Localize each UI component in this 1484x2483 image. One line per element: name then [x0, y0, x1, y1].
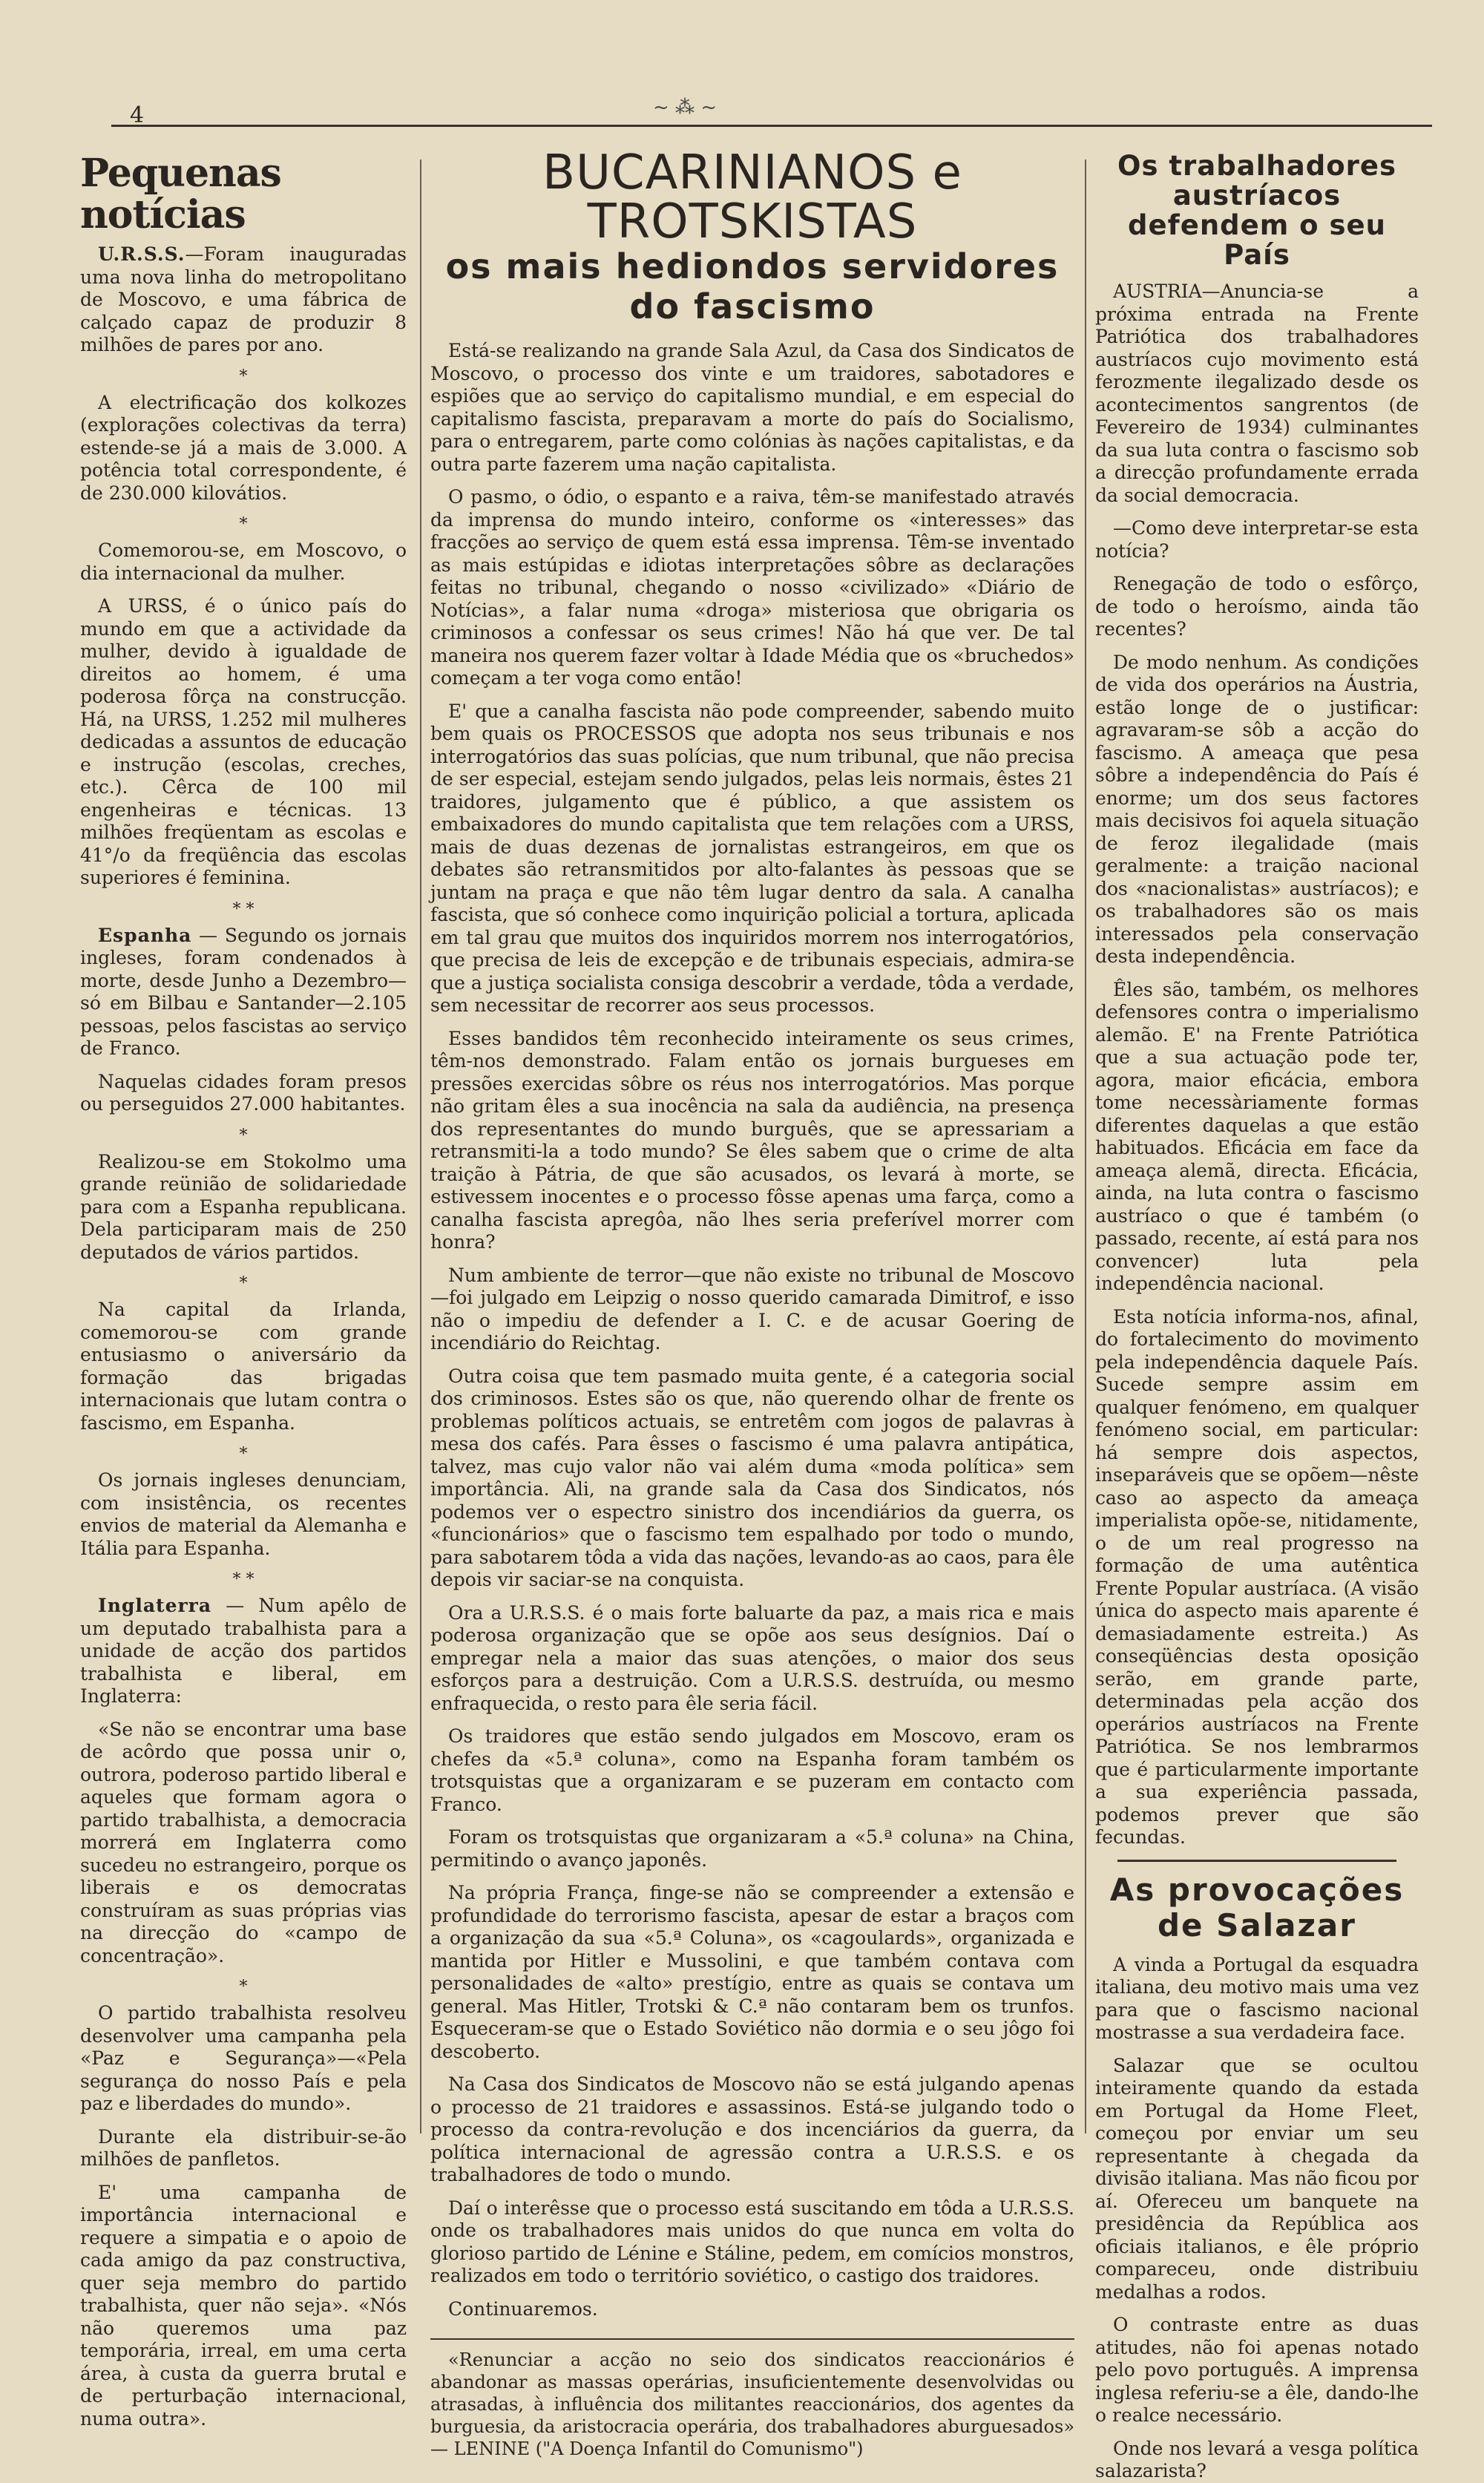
asterism-separator: *	[239, 1978, 248, 1996]
left-news-paragraph	[80, 2002, 407, 2116]
left-column-body	[80, 243, 407, 2430]
news-text: — Segundo os jornais ingleses, foram condenados à morte, desde Junho a Dezembro—só em Bilbau e Santander—2.105 pessoas, pelos fascistas ao serviço de Franco.	[80, 924, 407, 1059]
left-column	[80, 148, 407, 2430]
left-news-paragraph	[80, 595, 407, 890]
middle-headline: BUCARINIANOS e TROTSKISTAS	[542, 145, 962, 249]
austria-article-paragraph: Esta notícia informa-nos, afinal, do fortalecimento do movimento pela independência daquele País. Sucede sempre assim em qualquer fenómeno, em qualquer fenómeno social, em particular: há sempre dois aspectos, inseparáveis que se opõem—nêste caso ao aspecto da ameaça imperialista opõe-se, nitidamente, o de um real progresso na formação de uma autêntica Frente Popular austríaca. (A visão única do aspecto mais aparente é demasiadamente estreita.) As conseqüências desta oposição serão, em grande parte, determinadas pela acção dos operários austríacos na Frente Patriótica. Se nos lembrarmos que é particularmente importante a sua experiência passada, podemos prever que são fecundas.	[1095, 1305, 1419, 1848]
news-text: Na capital da Irlanda, comemorou-se com grande entusiasmo o aniversário da formação das brigadas internacionais que lutam contra o fascismo, em Espanha.	[80, 1299, 407, 1434]
asterism-separator: *	[239, 515, 248, 534]
middle-article-paragraph: Outra coisa que tem pasmado muita gente, é a categoria social dos criminosos. Estes são os que, não querendo olhar de frente os problemas políticos actuais, se entretêm com jogos de palavras à mesa dos cafés. Para êsses o fascismo é uma palavra antipática, talvez, mas cujo valor não vai além duma «moda política» sem importância. Ali, na grande sala da Casa dos Sindicatos, nós podemos ver o espectro sinistro dos incendiários da guerra, os «funcionários» que o fascismo tem espalhado por todo o mundo, para sabotarem tôda a vida das nações, levando-as ao caos, para êle depois vir saciar-se na conquista.	[430, 1365, 1074, 1590]
news-text: O partido trabalhista resolveu desenvolver uma campanha pela «Paz e Segurança»—«Pela segurança do nosso País e pela paz e liberdades do mundo».	[80, 2002, 407, 2114]
left-news-paragraph	[80, 925, 407, 1060]
left-news-paragraph	[80, 1299, 407, 1434]
news-text: Naquelas cidades foram presos ou perseguidos 27.000 habitantes.	[80, 1070, 407, 1115]
middle-article-paragraph: Os traidores que estão sendo julgados em Moscovo, eram os chefes da «5.ª coluna», como na Espanha foram também os trotsquistas que a organizaram e se puzeram em contacto com Franco.	[430, 1725, 1074, 1815]
middle-article-paragraph: Está-se realizando na grande Sala Azul, da Casa dos Sindicatos de Moscovo, o processo dos vinte e um traidores, sabotadores e espiões que ao serviço do capitalismo mundial, e em especial do capitalismo fascista, preparavam a morte do país do Socialismo, para o entregarem, parte como colónias às nações capitalistas, e da outra parte fazerem uma nação capitalista.	[430, 340, 1074, 475]
page-number: 4	[130, 102, 145, 128]
middle-article-paragraph: Daí o interêsse que o processo está suscitando em tôda a U.R.S.S. onde os trabalhadores mais unidos do que nunca em volta do glorioso partido de Lénine e Stáline, pedem, em comícios monstros, realizados em todo o território soviético, o castigo dos traidores.	[430, 2197, 1074, 2286]
news-text: —Foram inauguradas uma nova linha do metropolitano de Moscovo, e uma fábrica de calçado capaz de produzir 8 milhões de pares por ano.	[80, 243, 407, 355]
middle-article-paragraph: Continuaremos.	[448, 2297, 598, 2320]
salazar-article-title: As provocações de Salazar	[1109, 1871, 1405, 1944]
asterism-separator: *	[239, 1126, 248, 1145]
news-lead-word: U.R.S.S.	[98, 243, 186, 265]
austria-article-paragraph: De modo nenhum. As condições de vida dos operários na Áustria, estão longe de o justificar: agravaram-se sôb a acção do fascismo. A ameaça que pesa sôbre a independência do País é enorme; um dos seus factores mais decisivos foi aquela situação de feroz ilegalidade (mais geralmente: a traição nacional dos «nacionalistas» austríacos); e os trabalhadores são os mais interessados pela conservação desta independência.	[1095, 651, 1419, 967]
austria-article-paragraph: Êles são, também, os melhores defensores contra o imperialismo alemão. E' na Frente Patriótica que a sua actuação pode ter, agora, maior eficácia, embora tome necessàriamente formas diferentes daquelas a que estão habituados. Eficácia em face da ameaça alemã, directa. Eficácia, ainda, na luta contra o fascismo austríaco o que é também (o passado, recente, aí está para nos convencer) luta pela independência nacional.	[1095, 978, 1419, 1294]
left-news-paragraph	[80, 392, 407, 505]
column-divider-1	[420, 160, 421, 2133]
salazar-article-paragraph: Onde nos levará a vesga política salazarista?	[1095, 2437, 1419, 2482]
left-news-paragraph	[80, 1469, 407, 1560]
middle-article-paragraph: Foram os trotsquistas que organizaram a «5.ª coluna» na China, permitindo o avanço japonês.	[430, 1826, 1074, 1871]
news-lead-word: Espanha	[98, 924, 192, 946]
middle-article-paragraph: Num ambiente de terror—que não existe no tribunal de Moscovo—foi julgado em Leipzig o nosso querido camarada Dimitrof, e isso não o impediu de defender a I. C. e de acusar Goering de incendiário do Reichtag.	[430, 1264, 1074, 1354]
right-column	[1095, 148, 1419, 2482]
middle-subheadline: os mais hediondos servidores do fascismo	[445, 246, 1060, 327]
right-column-title: Os trabalhadores austríacos defendem o seu País	[1117, 150, 1396, 271]
asterism-separator: * *	[232, 899, 255, 919]
salazar-article-paragraph: Salazar que se ocultou inteiramente quando da estada em Portugal da Home Fleet, começou por enviar um seu representante à chegada da divisão italiana. Mas não ficou por aí. Ofereceu um banquete na presidência da República aos oficiais italianos, e êle próprio compareceu, onde distribuiu medalhas a rodos.	[1095, 2054, 1419, 2303]
salazar-article-body	[1095, 1954, 1419, 2483]
middle-column-body	[430, 340, 1074, 2320]
top-rule	[111, 125, 1432, 127]
asterism-separator: *	[239, 1445, 248, 1463]
asterism-separator: *	[239, 367, 248, 386]
salazar-article-paragraph: O contraste entre as duas atitudes, não foi apenas notado pelo povo português. A imprensa inglesa referiu-se a êle, dando-lhe o realce necessário.	[1095, 2314, 1419, 2426]
left-news-paragraph	[80, 1071, 407, 1116]
news-lead-word: Inglaterra	[98, 1595, 212, 1616]
austria-article-paragraph: AUSTRIA—Anuncia-se a próxima entrada na Frente Patriótica dos trabalhadores austríacos cujo movimento está ferozmente ilegalizado desde os acontecimentos sangrentos (de Fevereiro de 1934) culminantes da sua luta contra o fascismo sob a direcção profundamente errada da social democracia.	[1095, 281, 1419, 506]
news-text: A electrificação dos kolkozes (explorações colectivas da terra) estende-se já a mais de 3.000. A potência total correspondente, é de 230.000 kilovátios.	[80, 391, 407, 504]
news-text: Comemorou-se, em Moscovo, o dia internacional da mulher.	[80, 539, 407, 584]
middle-article-paragraph: O pasmo, o ódio, o espanto e a raiva, têm-se manifestado através da imprensa do mundo inteiro, conforme os «interesses» das fracções ao serviço de quem está essa imprensa. Têm-se inventado as mais estúpidas e idiotas interpretações sôbre as declarações feitas no tribunal, chegando o nosso «civilizado» «Diário de Notícias», a falar numa «droga» misteriosa que obrigaria os criminosos a confessar os seus crimes! Não há que ver. De tal maneira nos querem fazer voltar à Idade Média que os «bruchedos» começam a ter voga como então!	[430, 486, 1074, 689]
lenine-quote-box	[430, 2338, 1074, 2460]
austria-article-paragraph: Renegação de todo o esfôrço, de todo o heroísmo, ainda tão recentes?	[1095, 573, 1419, 640]
middle-article-paragraph: Esses bandidos têm reconhecido inteiramente os seus crimes, têm-nos demonstrado. Falam então os jornais burgueses em pressões exercidas sôbre os réus nos interrogatórios. Mas porque não gritam êles a sua inocência na sala da audiência, na presença dos representantes do mundo burguês, que se apressariam a retransmiti-la a todo mundo? Se êles sabem que o crime de alta traição à Pátria, de que são acusados, os levará à morte, se estivessem inocentes e o processo fôsse apenas uma farça, como a canalha fascista apregôa, não lhes seria preferível morrer com honra?	[430, 1027, 1074, 1253]
middle-column	[430, 145, 1074, 2459]
left-news-paragraph	[80, 2126, 407, 2171]
left-news-paragraph	[80, 1719, 407, 1968]
asterism-separator: * *	[232, 1570, 255, 1589]
news-text: E' uma campanha de importância internacional e requere a simpatia e o apoio de cada amigo da paz constructiva, quer seja membro do partido trabalhista, quer não seja». «Nós não queremos uma paz temporária, irreal, em uma certa área, à custa da guerra brutal e de perturbação internacional, numa outra».	[80, 2181, 407, 2430]
top-ornament: ~ ⁂ ~	[653, 96, 718, 119]
news-text: — Num apêlo de um deputado trabalhista para a unidade de acção dos partidos trabalhista e liberal, em Inglaterra:	[80, 1595, 407, 1707]
news-text: A URSS, é o único país do mundo em que a actividade da mulher, devido à igualdade de direitos ao homem, é uma poderosa fôrça na construcção. Há, na URSS, 1.252 mil mulheres dedicadas a assuntos de educação e instrução (escolas, creches, etc.). Cêrca de 100 mil engenheiras e técnicas. 13 milhões freqüentam as escolas e 41°/o da freqüência das escolas superiores é feminina.	[80, 595, 407, 888]
lenine-quote: «Renunciar a acção no seio dos sindicatos reaccionários é abandonar as massas operárias, insuficientemente desenvolvidas ou atrasadas, à influência dos militantes reaccionários, dos agentes da burguesia, da aristocracia operária, dos trabalhadores aburguesados» — LENINE ("A Doença Infantil do Comunismo")	[430, 2349, 1074, 2459]
left-news-paragraph	[80, 539, 407, 585]
left-news-paragraph	[80, 2182, 407, 2431]
middle-article-paragraph: Na própria França, finge-se não se compreender a extensão e profundidade do terrorismo fascista, apesar de estar a braços com a organização da sua «5.ª Coluna», os «cagoulards», organizada e mantida por Hitler e Mussolini, e que também contava com personalidades de «alto» prestígio, entre as quais se contava um general. Mas Hitler, Trotski & C.ª não contaram bem os trunfos. Esqueceram-se que o Estado Soviético não dormia e o seu jôgo foi descoberto.	[430, 1882, 1074, 2062]
left-news-paragraph	[80, 1595, 407, 1708]
salazar-article-paragraph: A vinda a Portugal da esquadra italiana, deu motivo mais uma vez para que o fascismo nacional mostrasse a sua verdadeira face.	[1095, 1953, 1419, 2043]
news-text: «Se não se encontrar uma base de acôrdo que possa unir o, outrora, poderoso partido liberal e aqueles que formam agora o partido trabalhista, a democracia morrerá em Inglaterra como sucedeu no estrangeiro, porque os liberais e os democratas construíram as suas próprias vias na direcção do «campo de concentração».	[80, 1718, 407, 1967]
news-text: Durante ela distribuir-se-ão milhões de panfletos.	[80, 2125, 407, 2170]
middle-article-paragraph: Na Casa dos Sindicatos de Moscovo não se está julgando apenas o processo de 21 traidores e assassinos. Está-se julgando todo o processo da contra-revolução e dos incenciários da guerra, da política internacional de agressão contra a U.R.S.S. e os trabalhadores de todo o mundo.	[430, 2073, 1074, 2185]
left-column-title: Pequenas notícias	[80, 151, 281, 237]
middle-article-paragraph: E' que a canalha fascista não pode compreender, sabendo muito bem quais os PROCESSOS que adopta nos seus tribunais e nos interrogatórios das suas polícias, que num tribunal, que não precisa de ser especial, estejam sendo julgados, pelas leis normais, êstes 21 traidores, julgamento que é público, a que assistem os embaixadores do mundo capitalista que tem relações com a URSS, mais de duas dezenas de jornalistas estrangeiros, em que os debates são retransmitidos por alto-falantes às pessoas que se juntam na praça e que não têm lugar dentro da sala. A canalha fascista, que só conhece como inquirição policial a tortura, aplicada em tal grau que muitos dos inquiridos morrem nos interrogatórios, que precisa de leis de excepção e de tribunais especiais, admira-se que a justiça socialista consiga descobrir a verdade, tôda a verdade, sem necessitar de recorrer aos seus processos.	[430, 700, 1074, 1016]
right-separator	[1117, 1860, 1396, 1862]
austria-article-paragraph: —Como deve interpretar-se esta notícia?	[1095, 517, 1419, 562]
news-text: Os jornais ingleses denunciam, com insistência, os recentes envios de material da Alemanha e Itália para Espanha.	[80, 1469, 407, 1559]
asterism-separator: *	[239, 1274, 248, 1293]
news-text: Realizou-se em Stokolmo uma grande reünião de solidariedade para com a Espanha republicana. Dela participaram mais de 250 deputados de vários partidos.	[80, 1150, 407, 1263]
middle-article-paragraph: Ora a U.R.S.S. é o mais forte baluarte da paz, a mais rica e mais poderosa organização que se opõe aos seus desígnios. Daí o empregar nela a maior das suas atenções, o maior dos seus esforços para a destruição. Com a U.R.S.S. destruída, ou mesmo enfraquecida, o resto para êle seria fácil.	[430, 1601, 1074, 1714]
left-news-paragraph	[80, 1151, 407, 1265]
column-divider-2	[1085, 160, 1086, 2133]
left-news-paragraph	[80, 243, 407, 357]
right-column-body	[1095, 281, 1419, 1849]
